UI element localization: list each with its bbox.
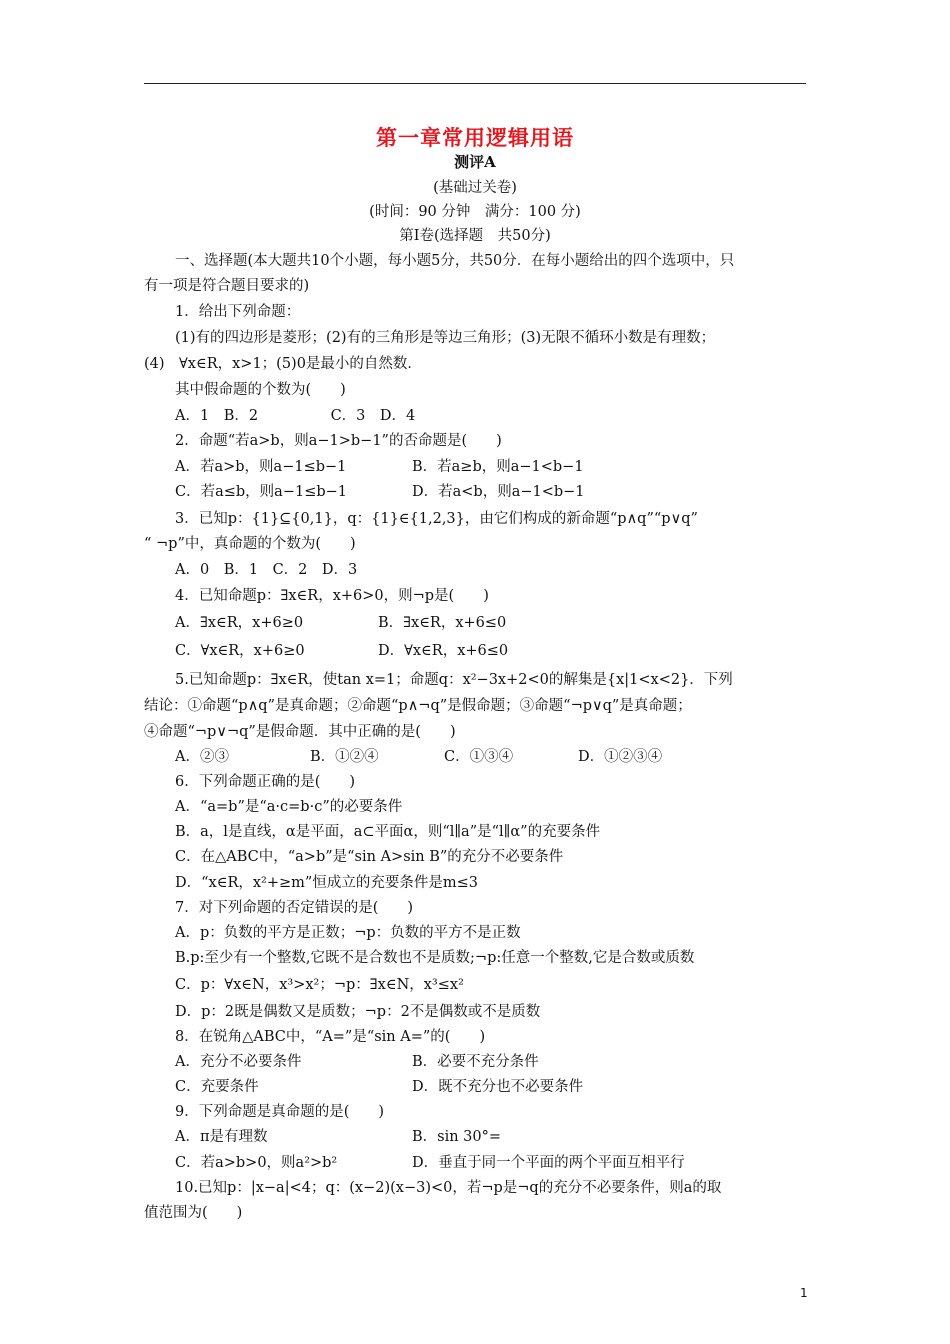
- q5-stem: 5.已知命题p：∃x∈R，使tan x=1；命题q：x²−3x+2<0的解集是{x|1<x<2}．下列: [175, 672, 733, 688]
- q2-option-d: D．若a<b，则a−1<b−1: [412, 484, 585, 500]
- q5-option-c: C．①③④: [444, 749, 514, 765]
- q9-stem: 9．下列命题是真命题的是( ): [175, 1104, 385, 1120]
- q3-stem-cont: “ ¬p”中，真命题的个数为( ): [144, 536, 356, 552]
- q4-option-b: B．∃x∈R，x+6≤0: [378, 615, 507, 631]
- q10-line2: 值范围为( ): [144, 1205, 243, 1221]
- q9-option-b: B．sin 30°=: [412, 1129, 502, 1145]
- q1-line2: (4) ∀x∈R，x>1；(5)0是最小的自然数．: [144, 356, 422, 372]
- q2-option-c: C．若a≤b，则a−1≤b−1: [175, 484, 347, 500]
- q9-option-c: C．若a>b>0，则a²>b²: [175, 1155, 338, 1171]
- q1-line3: 其中假命题的个数为( ): [175, 382, 346, 398]
- q4-option-d: D．∀x∈R，x+6≤0: [378, 643, 509, 659]
- q1-stem: 1．给出下列命题：: [175, 304, 301, 320]
- q5-line3: ④命题“¬p∨¬q”是假命题．其中正确的是( ): [144, 724, 456, 740]
- q10-stem: 10.已知p：|x−a|<4；q：(x−2)(x−3)<0，若¬p是¬q的充分不必要条件，则a的取: [175, 1180, 722, 1196]
- q1-options: A．1 B．2 C．3 D．4: [175, 408, 416, 424]
- q4-stem: 4．已知命题p：∃x∈R，x+6>0，则¬p是( ): [175, 588, 489, 604]
- chapter-title: 第一章常用逻辑用语: [376, 125, 574, 150]
- test-kind: (基础过关卷): [433, 180, 517, 196]
- q8-option-a: A．充分不必要条件: [175, 1054, 302, 1070]
- q4-option-a: A．∃x∈R，x+6≥0: [175, 615, 304, 631]
- q6-option-a: A．“a=b”是“a·c=b·c”的必要条件: [175, 799, 403, 815]
- q6-option-b: B．a，l是直线，α是平面，a⊂平面α，则“l∥a”是“l∥α”的充要条件: [175, 824, 601, 840]
- page-number: 1: [800, 1286, 808, 1300]
- q3-options: A．0 B．1 C．2 D．3: [175, 562, 358, 578]
- q8-option-c: C．充要条件: [175, 1079, 259, 1095]
- q6-stem: 6．下列命题正确的是( ): [175, 774, 356, 790]
- test-subtitle: 测评A: [454, 153, 496, 171]
- section-intro: 一、选择题(本大题共10个小题，每小题5分，共50分．在每小题给出的四个选项中，只: [175, 253, 735, 269]
- q5-option-d: D．①②③④: [578, 749, 663, 765]
- q8-stem: 8．在锐角△ABC中，“A=”是“sin A=”的( ): [175, 1029, 486, 1045]
- section-intro-cont: 有一项是符合题目要求的): [144, 278, 310, 294]
- q6-option-c: C．在△ABC中，“a>b”是“sin A>sin B”的充分不必要条件: [175, 849, 564, 865]
- q4-option-c: C．∀x∈R，x+6≥0: [175, 643, 305, 659]
- q5-line2: 结论：①命题“p∧q”是真命题；②命题“p∧¬q”是假命题；③命题“¬p∨q”是真命题；: [144, 698, 692, 714]
- q7-option-a: A．p：负数的平方是正数；¬p：负数的平方不是正数: [175, 925, 521, 941]
- q9-option-d: D．垂直于同一个平面的两个平面互相平行: [412, 1155, 685, 1171]
- q7-option-c: C．p：∀x∈N，x³>x²；¬p：∃x∈N，x³≤x²: [175, 977, 464, 993]
- q5-option-b: B．①②④: [310, 749, 379, 765]
- time-info: (时间：90 分钟 满分：100 分): [369, 204, 581, 220]
- q9-option-a: A．π是有理数: [175, 1129, 268, 1145]
- q7-option-b: B.p:至少有一个整数,它既不是合数也不是质数;¬p:任意一个整数,它是合数或质数: [175, 950, 695, 966]
- q7-stem: 7．对下列命题的否定错误的是( ): [175, 900, 414, 916]
- q5-option-a: A．②③: [175, 749, 229, 765]
- part-heading: 第Ⅰ卷(选择题 共50分): [399, 228, 551, 244]
- q2-option-b: B．若a≥b，则a−1<b−1: [412, 459, 584, 475]
- q2-stem: 2．命题“若a>b，则a−1>b−1”的否命题是( ): [175, 433, 502, 449]
- q3-stem: 3．已知p：{1}⊆{0,1}，q：{1}∈{1,2,3}，由它们构成的新命题“p∧q”“p∨q”: [175, 511, 698, 527]
- q6-option-d: D．“x∈R，x²+≥m”恒成立的充要条件是m≤3: [175, 875, 478, 891]
- q2-option-a: A．若a>b，则a−1≤b−1: [175, 459, 347, 475]
- q8-option-b: B．必要不充分条件: [412, 1054, 539, 1070]
- q1-line1: (1)有的四边形是菱形；(2)有的三角形是等边三角形；(3)无限不循环小数是有理数；: [175, 330, 716, 346]
- q8-option-d: D．既不充分也不必要条件: [412, 1079, 584, 1095]
- q7-option-d: D．p：2既是偶数又是质数；¬p：2不是偶数或不是质数: [175, 1004, 541, 1020]
- header-rule: [144, 83, 806, 84]
